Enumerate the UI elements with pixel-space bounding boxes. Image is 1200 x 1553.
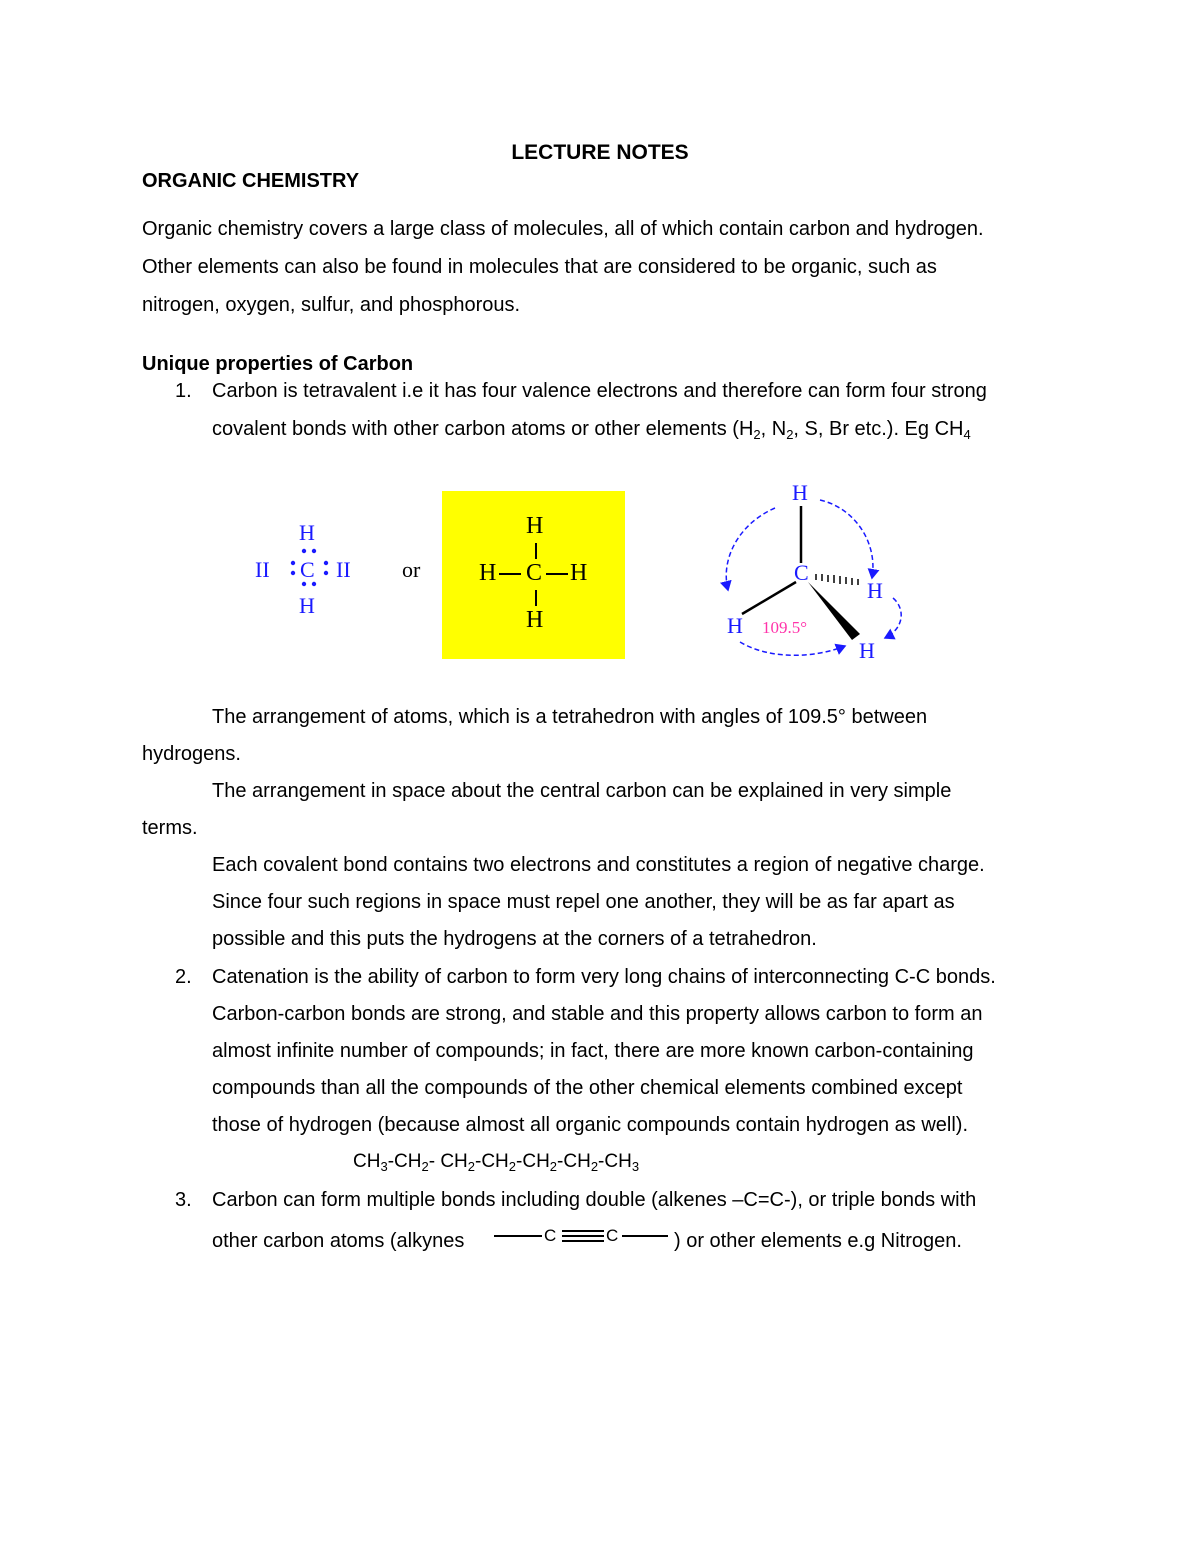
item2-line-5: those of hydrogen (because almost all organic compounds contain hydrogen as well).	[212, 1114, 968, 1136]
struct-h-bottom: H	[526, 607, 544, 633]
tetra-h-bottom: H	[859, 638, 875, 663]
structural-formula-box	[442, 491, 625, 659]
struct-h-top: H	[526, 513, 544, 539]
alkyne-triple-bond	[560, 1229, 606, 1243]
tetra-c: C	[794, 560, 809, 585]
struct-bond-left	[499, 573, 521, 575]
lewis-h-left: II	[255, 557, 270, 582]
struct-h-right: H	[570, 560, 588, 586]
para1-line-2: hydrogens.	[142, 743, 241, 765]
item3-line-2b: ) or other elements e.g Nitrogen.	[674, 1230, 962, 1252]
item2-line-3: almost infinite number of compounds; in fact, there are more known carbon-containing	[212, 1040, 974, 1062]
struct-c: C	[526, 560, 543, 586]
intro-line-1: Organic chemistry covers a large class of molecules, all of which contain carbon and hydrogen.	[142, 218, 984, 240]
para1-line-1: The arrangement of atoms, which is a tetrahedron with angles of 109.5° between	[212, 706, 928, 728]
item2-line-1: Catenation is the ability of carbon to form very long chains of interconnecting C-C bonds.	[212, 966, 996, 988]
lewis-c: C	[300, 557, 315, 582]
tetra-h-right: H	[867, 578, 883, 603]
item2-line-2: Carbon-carbon bonds are strong, and stable and this property allows carbon to form an	[212, 1003, 983, 1025]
para3-line-1: Each covalent bond contains two electrons and constitutes a region of negative charge.	[212, 854, 985, 876]
intro-line-2: Other elements can also be found in molecules that are considered to be organic, such as	[142, 256, 937, 278]
intro-line-3: nitrogen, oxygen, sulfur, and phosphorous.	[142, 294, 521, 316]
struct-bond-top	[535, 543, 537, 559]
alkane-formula: $CH_3-CH_2-$ $CH_2-CH_2-CH_2-CH_2-CH_3$	[353, 1151, 640, 1174]
tetra-h-top: H	[792, 480, 808, 505]
subheading: Unique properties of Carbon	[142, 353, 414, 375]
item1-line-2: covalent bonds with other carbon atoms or other elements ($H_2$, $N_2$, S, Br etc.). Eg $CH_4$	[212, 418, 971, 442]
tetrahedral-bonds	[700, 478, 920, 668]
list-number-1: 1.	[175, 380, 192, 402]
section-heading: ORGANIC CHEMISTRY	[142, 170, 360, 192]
struct-h-left: H	[479, 560, 497, 586]
item3-line-1: Carbon can form multiple bonds including double (alkenes –C=C-), or triple bonds with	[212, 1189, 977, 1211]
para2-line-1: The arrangement in space about the central carbon can be explained in very simple	[212, 780, 952, 802]
or-text: or	[402, 557, 421, 582]
tetra-angle-label: 109.5°	[762, 618, 808, 637]
tetra-h-left: H	[727, 613, 743, 638]
alkyne-c1: C	[544, 1226, 557, 1245]
alkyne-bond-left	[494, 1235, 542, 1237]
para2-line-2: terms.	[142, 817, 198, 839]
alkyne-bond-right	[622, 1235, 668, 1237]
alkyne-c2: C	[606, 1226, 619, 1245]
lewis-h-top: H	[299, 520, 315, 545]
struct-bond-bottom	[535, 590, 537, 606]
item1-line-1: Carbon is tetravalent i.e it has four valence electrons and therefore can form four strong	[212, 380, 987, 402]
para3-line-3: possible and this puts the hydrogens at the corners of a tetrahedron.	[212, 928, 817, 950]
page-title: LECTURE NOTES	[511, 141, 689, 164]
list-number-2: 2.	[175, 966, 192, 988]
lewis-h-bottom: H	[299, 593, 315, 618]
lewis-electron-dots	[280, 545, 340, 590]
item2-line-4: compounds than all the compounds of the other chemical elements combined except	[212, 1077, 963, 1099]
list-number-3: 3.	[175, 1189, 192, 1211]
para3-line-2: Since four such regions in space must repel one another, they will be as far apart as	[212, 891, 955, 913]
item3-line-2a: other carbon atoms (alkynes	[212, 1230, 465, 1252]
struct-bond-right	[546, 573, 568, 575]
lewis-h-right: II	[336, 557, 351, 582]
